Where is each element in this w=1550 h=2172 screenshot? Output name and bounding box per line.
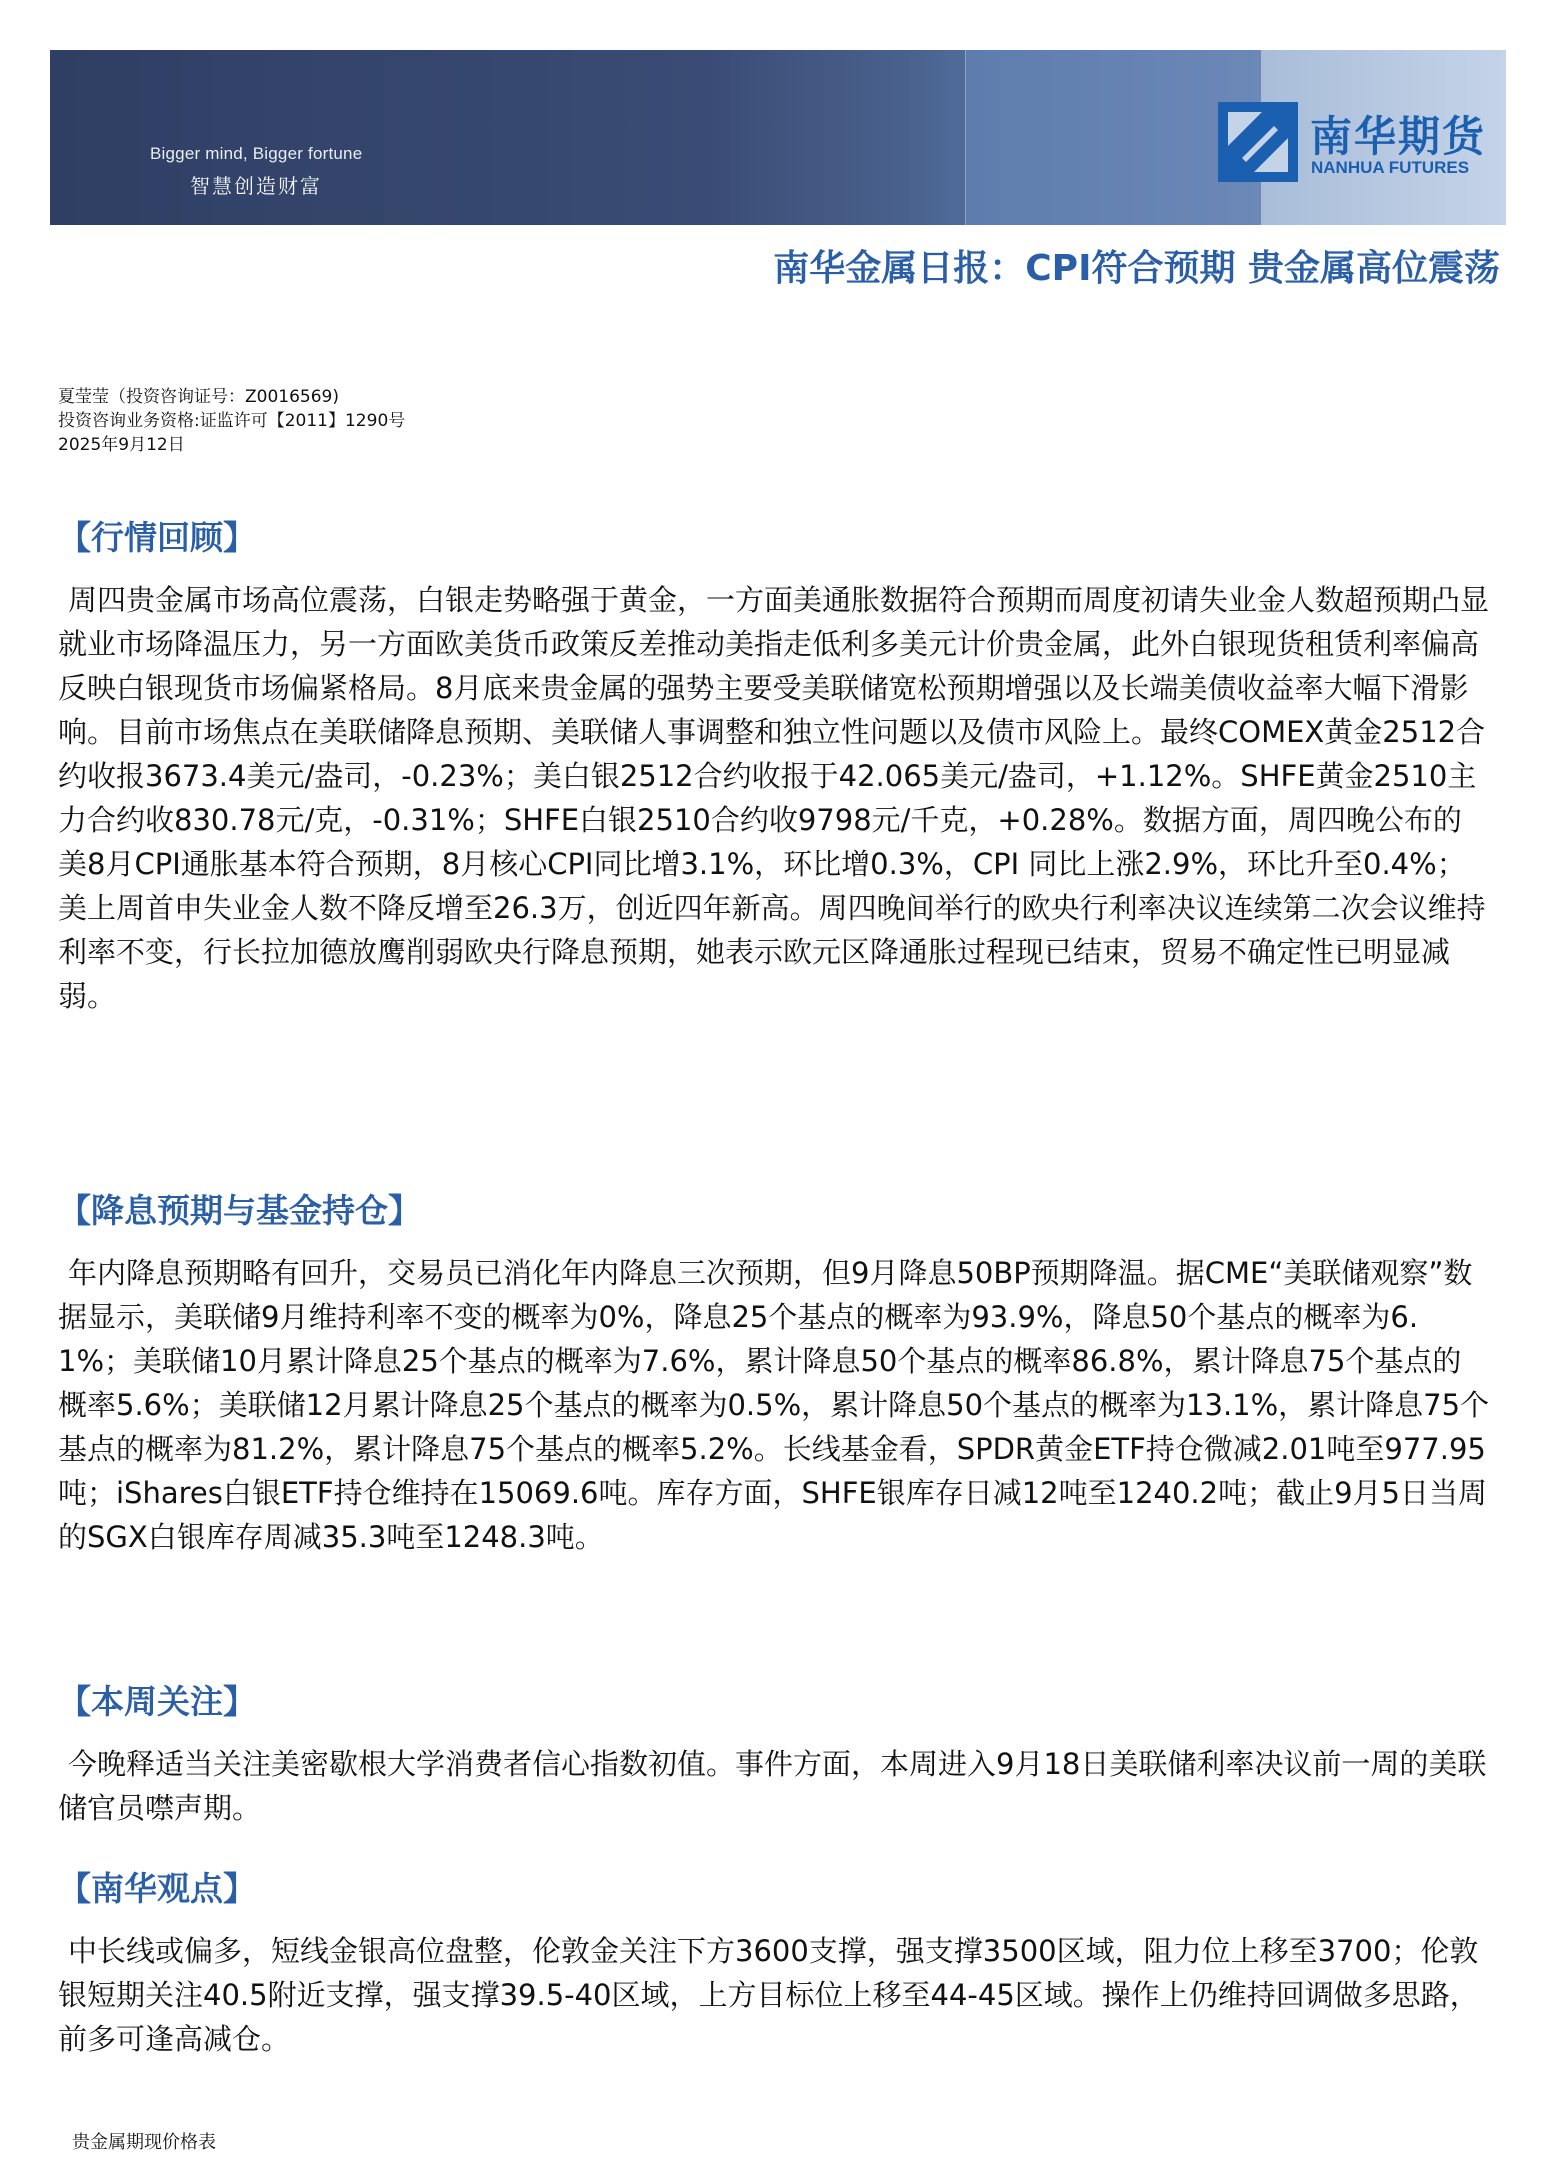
section-heading-weekly-focus: 【本周关注】	[58, 1682, 256, 1721]
section-body-market-review: 周四贵金属市场高位震荡，白银走势略强于黄金，一方面美通胀数据符合预期而周度初请失业金人数超预期凸显就业市场降温压力，另一方面欧美货币政策反差推动美指走低利多美元计价贵金属，此外白银现货租赁利率偏高反映白银现货市场偏紧格局。8月底来贵金属的强势主要受美联储宽松预期增强以及长端美债收益率大幅下滑影响。目前市场焦点在美联储降息预期、美联储人事调整和独立性问题以及债市风险上。最终COMEX黄金2512合约收报3673.4美元/盎司，-0.23%；美白银2512合约收报于42.065美元/盎司，+1.12%。SHFE黄金2510主力合约收830.78元/克，-0.31%；SHFE白银2510合约收9798元/千克，+0.28%。数据方面，周四晚公布的美8月CPI通胀基本符合预期，8月核心CPI同比增3.1%，环比增0.3%，CPI 同比上涨2.9%，环比升至0.4%；美上周首申失业金人数不降反增至26.3万，创近四年新高。周四晚间举行的欧央行利率决议连续第二次会议维持利率不变，行长拉加德放鹰削弱欧央行降息预期，她表示欧元区降通胀过程现已结束，贸易不确定性已明显减弱。	[58, 583, 1490, 1013]
company-logo	[1218, 102, 1498, 182]
author-line: 夏莹莹（投资咨询证号：Z0016569)	[58, 387, 339, 407]
report-title: 南华金属日报：CPI符合预期 贵金属高位震荡	[773, 248, 1500, 289]
section-body-nanhua-view: 中长线或偏多，短线金银高位盘整，伦敦金关注下方3600支撑，强支撑3500区域，阻力位上移至3700；伦敦银短期关注40.5附近支撑，强支撑39.5-40区域，上方目标位上移至44-45区域。操作上仍维持回调做多思路，前多可逢高减仓。	[58, 1934, 1479, 2056]
date-line: 2025年9月12日	[58, 435, 185, 455]
section-heading-nanhua-view: 【南华观点】	[58, 1869, 256, 1908]
section-heading-rate-cut-and-funds: 【降息预期与基金持仓】	[58, 1191, 421, 1230]
table-caption: 贵金属期现价格表	[72, 2132, 216, 2153]
slogan-english: Bigger mind, Bigger fortune	[150, 144, 363, 163]
author-info	[58, 385, 405, 457]
license-line: 投资咨询业务资格:证监许可【2011】1290号	[58, 411, 406, 431]
nanhua-logo-icon	[1218, 102, 1298, 182]
section-body-weekly-focus: 今晚释适当关注美密歇根大学消费者信心指数初值。事件方面，本周进入9月18日美联储利率决议前一周的美联储官员噤声期。	[58, 1747, 1487, 1825]
header-banner	[50, 50, 1506, 225]
logo-english-text: NANHUA FUTURES	[1311, 158, 1470, 177]
logo-chinese-text: 南华期货	[1310, 112, 1487, 161]
section-body-rate-cut-and-funds: 年内降息预期略有回升，交易员已消化年内降息三次预期，但9月降息50BP预期降温。据CME“美联储观察”数据显示，美联储9月维持利率不变的概率为0%，降息25个基点的概率为93.9%，降息50个基点的概率为6.1%；美联储10月累计降息25个基点的概率为7.6%，累计降息50个基点的概率86.8%，累计降息75个基点的概率5.6%；美联储12月累计降息25个基点的概率为0.5%，累计降息50个基点的概率为13.1%，累计降息75个基点的概率为81.2%，累计降息75个基点的概率5.2%。长线基金看，SPDR黄金ETF持仓微减2.01吨至977.95吨；iShares白银ETF持仓维持在15069.6吨。库存方面，SHFE银库存日减12吨至1240.2吨；截止9月5日当周的SGX白银库存周减35.3吨至1248.3吨。	[58, 1256, 1490, 1554]
section-heading-market-review: 【行情回顾】	[58, 518, 256, 557]
banner-panel	[966, 50, 1261, 225]
slogan-chinese: 智慧创造财富	[190, 174, 322, 198]
